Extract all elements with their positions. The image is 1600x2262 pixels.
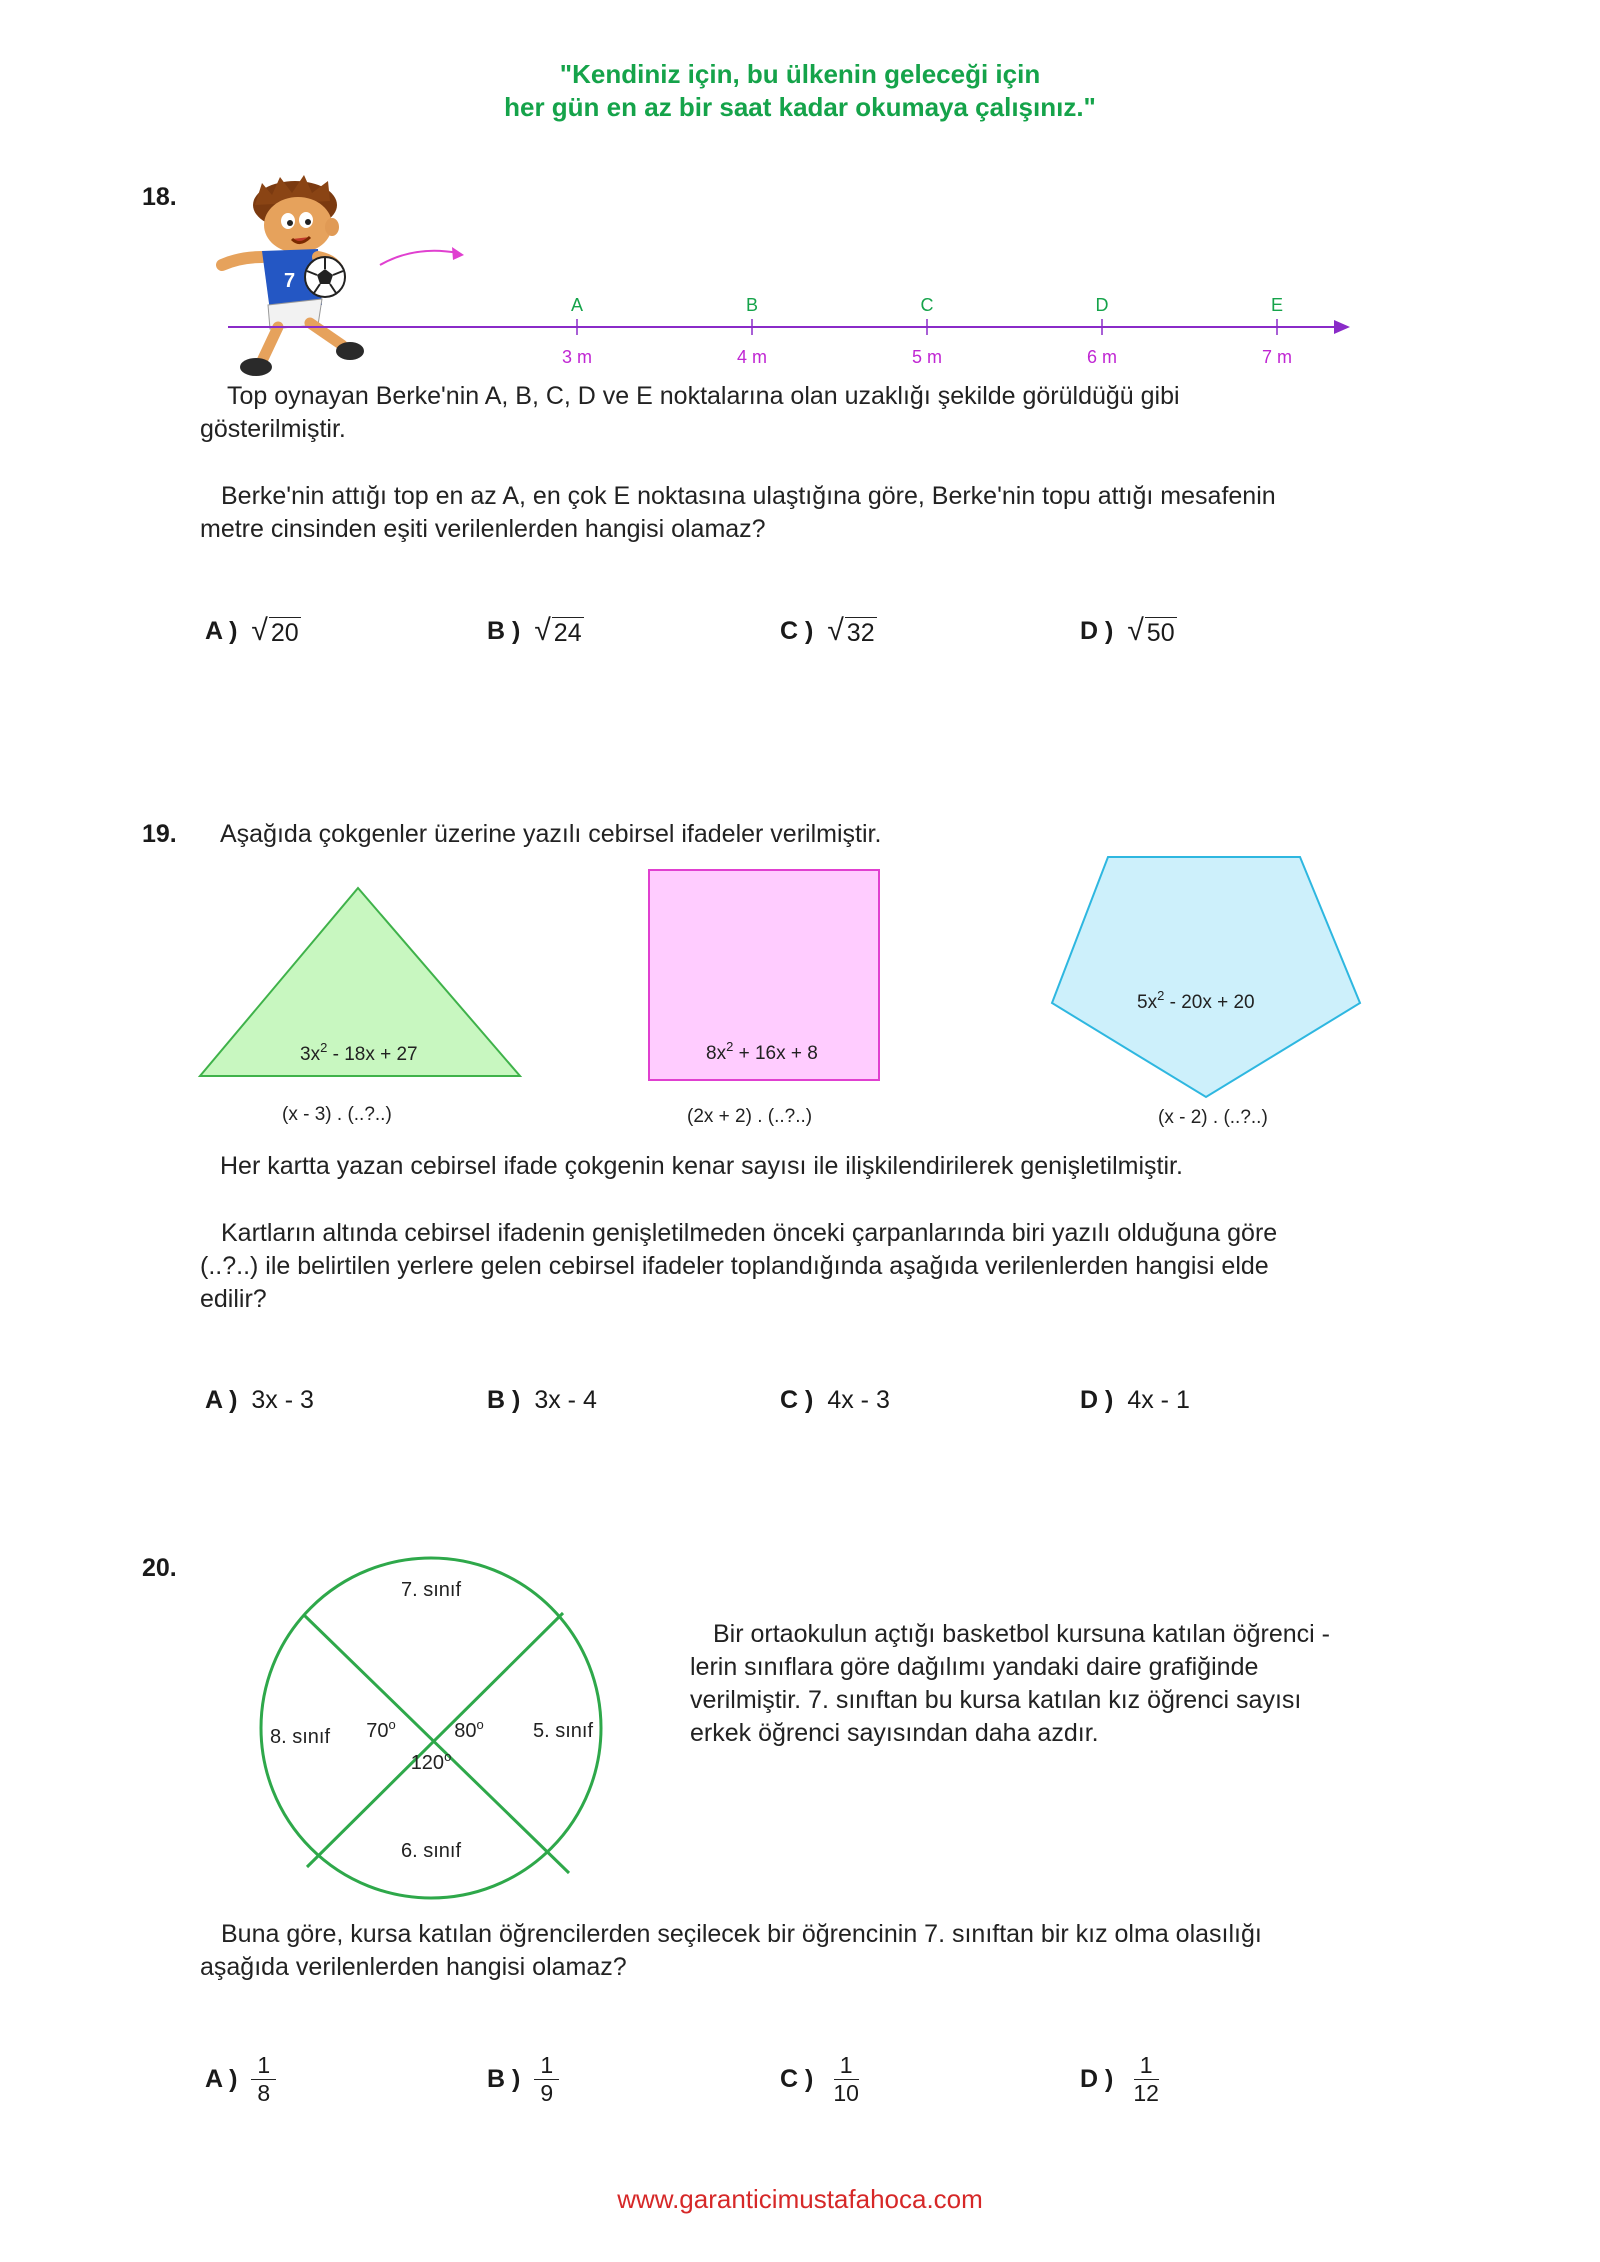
point-label-c: C bbox=[920, 295, 934, 315]
pentagon-shape bbox=[1052, 857, 1360, 1097]
number-line-ticks bbox=[562, 295, 1292, 367]
numerator: 1 bbox=[251, 2052, 276, 2080]
q18-p2-line2: metre cinsinden eşiti verilenlerden hangisi olamaz? bbox=[200, 515, 766, 543]
numerator: 1 bbox=[1134, 2052, 1159, 2080]
option-letter: D ) bbox=[1080, 1386, 1114, 1414]
q20-option-b[interactable] bbox=[487, 2052, 559, 2107]
q18-paragraph-2 bbox=[200, 480, 1460, 546]
radical-sign-icon: √ bbox=[1127, 614, 1144, 647]
fraction bbox=[534, 2052, 559, 2107]
point-label-b: B bbox=[745, 295, 759, 315]
option-letter: B ) bbox=[487, 1386, 521, 1414]
pentagon-factor: (x - 2) . (..?..) bbox=[1158, 1107, 1268, 1128]
q18-option-c[interactable] bbox=[780, 616, 877, 646]
q20-p-line2: aşağıda verilenlerden hangisi olamaz? bbox=[200, 1953, 627, 1981]
option-letter: A ) bbox=[205, 2065, 238, 2093]
number-line-figure bbox=[200, 165, 1360, 380]
q20-side-line2: lerin sınıflara göre dağılımı yandaki daire grafiğinde bbox=[690, 1653, 1259, 1681]
square-factor: (2x + 2) . (..?..) bbox=[687, 1106, 813, 1127]
q19-p2-line3: edilir? bbox=[200, 1285, 267, 1313]
distance-label-a: 3 m bbox=[561, 347, 593, 367]
option-text: 4x - 1 bbox=[1127, 1386, 1190, 1414]
q19-paragraph-2 bbox=[200, 1217, 1460, 1316]
radicand: 32 bbox=[846, 619, 875, 647]
q18-p2-line1: Berke'nin attığı top en az A, en çok E noktasına ulaştığına göre, Berke'nin topu attığı mesafenin bbox=[221, 482, 1276, 510]
q18-option-b[interactable] bbox=[487, 616, 584, 646]
denominator: 8 bbox=[257, 2080, 271, 2106]
triangle-factor: (x - 3) . (..?..) bbox=[282, 1104, 392, 1125]
kick-direction-arrow-icon bbox=[380, 247, 464, 265]
sqrt-expression bbox=[827, 616, 876, 646]
svg-text:7: 7 bbox=[284, 270, 296, 292]
distance-label-c: 5 m bbox=[911, 347, 943, 367]
option-letter: D ) bbox=[1080, 2065, 1114, 2093]
q18-p1-line1: Top oynayan Berke'nin A, B, C, D ve E noktalarına olan uzaklığı şekilde görüldüğü gibi bbox=[227, 382, 1180, 410]
denominator: 10 bbox=[833, 2080, 859, 2106]
q19-p2-line1: Kartların altında cebirsel ifadenin genişletilmeden önceki çarpanlarında biri yazılı olduğuna göre bbox=[221, 1219, 1278, 1247]
header-quote bbox=[0, 58, 1600, 124]
radicand: 24 bbox=[553, 619, 582, 647]
q19-intro: Aşağıda çokgenler üzerine yazılı cebirsel ifadeler verilmiştir. bbox=[220, 820, 882, 848]
footer-website-link[interactable]: www.garanticimustafahoca.com bbox=[617, 2184, 983, 2214]
angle-5th-grade: 80$^o$ bbox=[454, 1717, 484, 1742]
numerator: 1 bbox=[834, 2052, 859, 2080]
denominator: 12 bbox=[1133, 2080, 1159, 2106]
option-letter: B ) bbox=[487, 616, 521, 645]
q18-option-d[interactable] bbox=[1080, 616, 1177, 646]
q19-p2-line2: (..?..) ile belirtilen yerlere gelen cebirsel ifadeler toplandığında aşağıda verilenlerden hangisi elde bbox=[200, 1252, 1269, 1280]
q18-paragraph-1 bbox=[200, 380, 1400, 446]
option-text: 4x - 3 bbox=[827, 1386, 890, 1414]
option-letter: C ) bbox=[780, 1386, 814, 1414]
q18-p1-line2: gösterilmiştir. bbox=[200, 415, 346, 443]
q19-option-b[interactable] bbox=[487, 1386, 597, 1415]
numerator: 1 bbox=[534, 2052, 559, 2080]
pie-chart bbox=[245, 1555, 615, 1905]
question-number-20: 20. bbox=[142, 1554, 177, 1582]
q19-paragraph-1: Her kartta yazan cebirsel ifade çokgenin kenar sayısı ile ilişkilendirilerek genişletilmiştir. bbox=[220, 1152, 1183, 1180]
angle-8th-grade: 70$^o$ bbox=[366, 1717, 396, 1742]
radicand: 50 bbox=[1146, 619, 1175, 647]
pie-label-8th-grade: 8. sınıf bbox=[269, 1726, 331, 1748]
header-quote-line2: her gün en az bir saat kadar okumaya çalışınız." bbox=[504, 92, 1096, 122]
q20-option-c[interactable] bbox=[780, 2052, 865, 2107]
q20-option-a[interactable] bbox=[205, 2052, 276, 2107]
q20-side-line4: erkek öğrenci sayısından daha azdır. bbox=[690, 1719, 1099, 1747]
question-number-19: 19. bbox=[142, 820, 177, 848]
q20-side-line1: Bir ortaokulun açtığı basketbol kursuna katılan öğrenci - bbox=[713, 1620, 1331, 1648]
q18-option-a[interactable] bbox=[205, 616, 301, 646]
point-label-a: A bbox=[570, 295, 584, 315]
option-letter: C ) bbox=[780, 2065, 814, 2093]
radical-sign-icon: √ bbox=[827, 614, 844, 647]
triangle-expression: $3x^2 - 18x + 27$ bbox=[300, 1040, 418, 1065]
fraction bbox=[1127, 2052, 1165, 2107]
option-letter: C ) bbox=[780, 616, 814, 645]
sqrt-expression bbox=[251, 616, 300, 646]
distance-label-b: 4 m bbox=[736, 347, 768, 367]
distance-label-d: 6 m bbox=[1086, 347, 1118, 367]
option-letter: A ) bbox=[205, 1386, 238, 1414]
fraction bbox=[251, 2052, 276, 2107]
option-text: 3x - 4 bbox=[534, 1386, 597, 1414]
pie-label-7th-grade: 7. sınıf bbox=[400, 1579, 462, 1601]
option-text: 3x - 3 bbox=[251, 1386, 314, 1414]
q20-paragraph bbox=[200, 1918, 1460, 1984]
q19-option-a[interactable] bbox=[205, 1386, 314, 1415]
sqrt-expression bbox=[1127, 616, 1176, 646]
point-label-d: D bbox=[1095, 295, 1109, 315]
square-expression: $8x^2 + 16x + 8$ bbox=[706, 1039, 818, 1064]
q20-side-text bbox=[690, 1618, 1410, 1750]
option-letter: A ) bbox=[205, 616, 238, 645]
soccer-ball-icon bbox=[305, 257, 345, 297]
header-quote-line1: "Kendiniz için, bu ülkenin geleceği için bbox=[559, 59, 1041, 89]
option-letter: B ) bbox=[487, 2065, 521, 2093]
fraction bbox=[827, 2052, 865, 2107]
q19-option-c[interactable] bbox=[780, 1386, 890, 1415]
denominator: 9 bbox=[540, 2080, 554, 2106]
angle-6th-grade: 120$^o$ bbox=[410, 1749, 452, 1774]
question-number-18: 18. bbox=[142, 183, 177, 211]
distance-label-e: 7 m bbox=[1261, 347, 1293, 367]
radical-sign-icon: √ bbox=[251, 614, 268, 647]
sqrt-expression bbox=[534, 616, 583, 646]
number-line-arrowhead bbox=[1334, 320, 1350, 334]
q20-option-d[interactable] bbox=[1080, 2052, 1165, 2107]
radical-sign-icon: √ bbox=[534, 614, 551, 647]
radicand: 20 bbox=[270, 619, 299, 647]
pentagon-expression: $5x^2 - 20x + 20$ bbox=[1137, 988, 1255, 1013]
q20-side-line3: verilmiştir. 7. sınıftan bu kursa katılan kız öğrenci sayısı bbox=[690, 1686, 1302, 1714]
pie-label-5th-grade: 5. sınıf bbox=[532, 1720, 594, 1742]
point-label-e: E bbox=[1270, 295, 1284, 315]
q19-option-d[interactable] bbox=[1080, 1386, 1190, 1415]
q20-p-line1: Buna göre, kursa katılan öğrencilerden seçilecek bir öğrencinin 7. sınıftan bir kız olma olasılığı bbox=[221, 1920, 1262, 1948]
option-letter: D ) bbox=[1080, 616, 1114, 645]
polygons-figure bbox=[190, 850, 1380, 1140]
pie-label-6th-grade: 6. sınıf bbox=[400, 1840, 462, 1862]
